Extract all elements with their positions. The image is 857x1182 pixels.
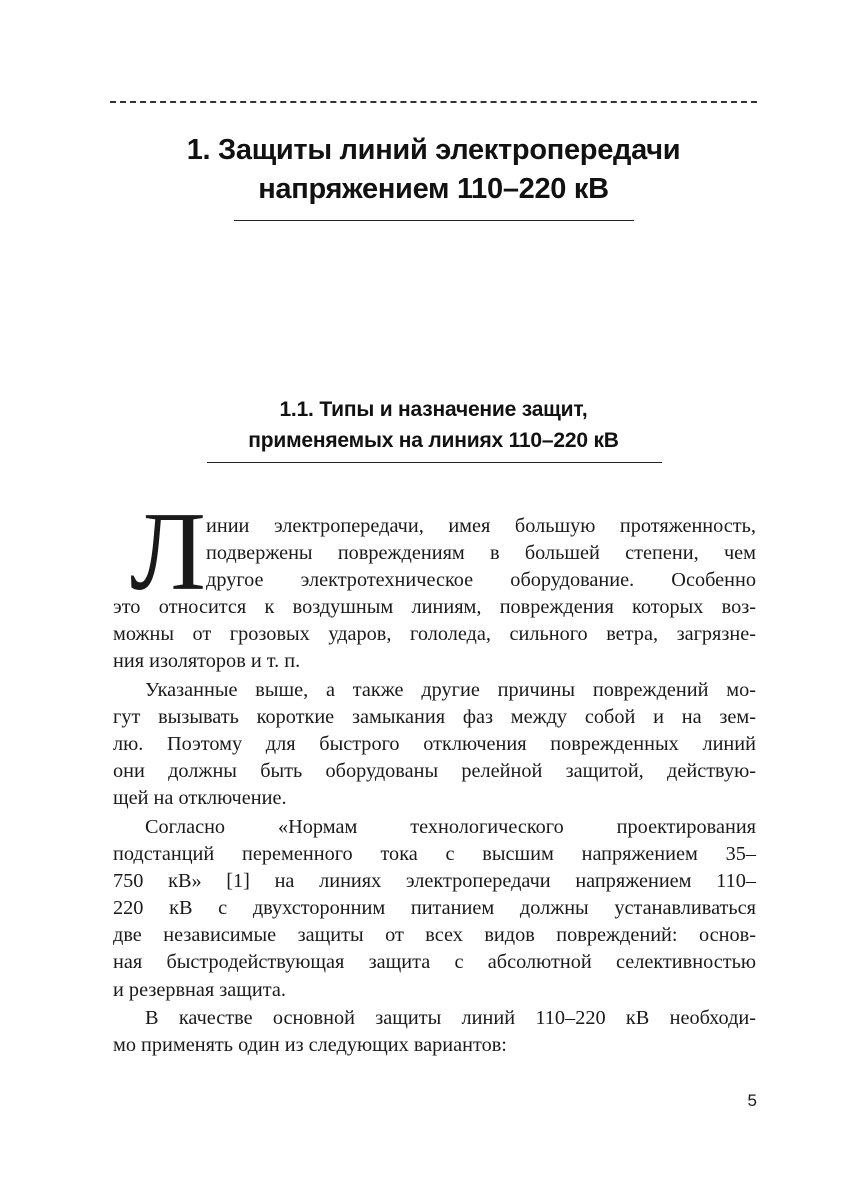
text-line: подстанций переменного тока с высшим напряжением 35– [113,843,756,866]
text-line: гут вызывать короткие замыкания фаз между собой и на зем- [113,706,756,729]
paragraph-4 [113,1005,756,1059]
section-title [110,394,757,456]
text-line: другое электротехническое оборудование. Особенно [206,569,756,592]
text-line: лю. Поэтому для быстрого отключения поврежденных линий [113,733,756,756]
paragraph-2 [113,677,756,812]
paragraph-1 [113,513,756,676]
section-title-line: 1.1. Типы и назначение защит, [279,398,588,421]
drop-cap-letter: Л [130,490,206,614]
section-title-underline [207,462,662,463]
text-line: это относится к воздушным линиям, повреждения которых воз- [113,596,756,619]
chapter-title [110,131,757,209]
text-line: 750 кВ» [1] на линиях электропередачи напряжением 110– [113,870,756,893]
text-line: ния изоляторов и т. п. [113,650,301,673]
text-line: инии электропередачи, имея большую протяженность, [206,515,756,537]
text-line: щей на отключение. [113,787,287,810]
text-line: мо применять один из следующих вариантов: [113,1034,507,1057]
text-line: две независимые защиты от всех видов повреждений: основ- [113,924,756,947]
section-title-line: применяемых на линиях 110–220 кВ [248,429,619,452]
text-line: они должны быть оборудованы релейной защитой, действую- [113,760,756,783]
text-line: и резервная защита. [113,978,286,1001]
page-number: 5 [747,1091,757,1110]
chapter-title-line: 1. Защиты линий электропередачи [186,134,681,166]
header-dashed-rule [110,101,757,103]
text-line: ная быстродействующая защита с абсолютной селективностью [113,951,756,974]
text-line: Согласно «Нормам технологического проектирования [145,816,756,838]
paragraph-3 [113,814,756,1004]
text-line: Указанные выше, а также другие причины повреждений мо- [145,679,756,701]
text-line: В качестве основной защиты линий 110–220 кВ необходи- [145,1007,756,1029]
text-line: подвержены повреждениям в большей степени, чем [206,542,756,565]
text-line: 220 кВ с двухсторонним питанием должны устанавливаться [113,897,756,920]
chapter-title-line: напряжением 110–220 кВ [258,173,609,205]
text-line: можны от грозовых ударов, гололеда, сильного ветра, загрязне- [113,623,756,646]
chapter-title-underline [234,220,634,221]
